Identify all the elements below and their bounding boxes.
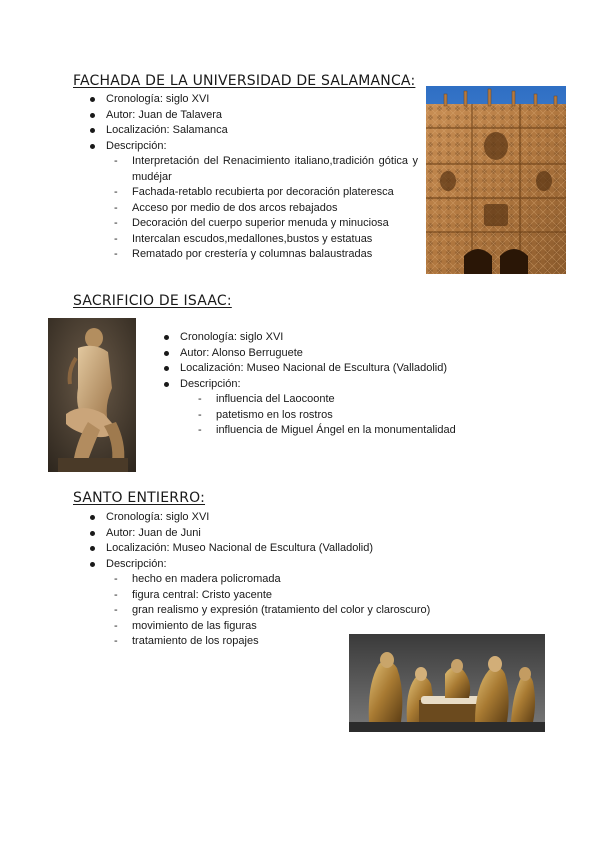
list-item: Descripción: - hecho en madera policromada - figura central: Cristo yacente - gran realismo y expresión (tratamiento del color y claroscuro) - movimiento de las figuras - tratamiento de los ropajes: [88, 557, 488, 650]
list-item: Descripción: - influencia del Laocoonte - patetismo en los rostros - influencia de Miguel Ángel en la monumentalidad: [162, 377, 492, 439]
bullet-icon: [90, 515, 95, 520]
list-item: Descripción: - Interpretación del Renacimiento italiano,tradición gótica y mudéjar - Fachada-retablo recubierta por decoración plateresca - Acceso por medio de dos arcos rebajados - Decoración del cuerpo superior menuda y minuciosa - Intercalan escudos,medallones,bustos y estatuas - Rematado por crestería y columnas balaustradas: [88, 139, 418, 263]
bullet-icon: [164, 335, 169, 340]
fachada-description-list: [114, 154, 418, 263]
bullet-icon: [90, 113, 95, 118]
list-item: - figura central: Cristo yacente: [114, 588, 273, 601]
entierro-info-list: [88, 510, 488, 650]
bullet-icon: [90, 562, 95, 567]
sacrificio-description-list: [198, 392, 492, 439]
list-item: - Fachada-retablo recubierta por decoración plateresca: [114, 186, 394, 198]
list-item: - gran realismo y expresión (tratamiento del color y claroscuro): [114, 604, 431, 616]
list-item: - influencia del Laocoonte: [198, 393, 335, 405]
list-item: - Acceso por medio de dos arcos rebajados: [114, 201, 338, 214]
list-item: - influencia de Miguel Ángel en la monumentalidad: [198, 424, 456, 436]
list-item: Cronología: siglo XVI: [162, 330, 492, 346]
list-item: - hecho en madera policromada: [114, 573, 281, 585]
section-title-fachada: FACHADA DE LA UNIVERSIDAD DE SALAMANCA:: [73, 73, 416, 89]
list-item: - patetismo en los rostros: [198, 408, 333, 421]
bullet-icon: [90, 128, 95, 133]
fachada-photo: [426, 86, 566, 274]
list-item: - Intercalan escudos,medallones,bustos y estatuas: [114, 232, 373, 245]
list-item: Autor: Alonso Berruguete: [162, 346, 492, 362]
bullet-icon: [164, 366, 169, 371]
list-item: Autor: Juan de Juni: [88, 526, 488, 542]
list-item: Localización: Salamanca: [88, 123, 418, 139]
list-item: Localización: Museo Nacional de Escultura (Valladolid): [88, 541, 488, 557]
list-item: - Rematado por crestería y columnas balaustradas: [114, 248, 373, 260]
fachada-info-list: [88, 92, 418, 263]
bullet-icon: [90, 546, 95, 551]
bullet-icon: [164, 382, 169, 387]
bullet-icon: [90, 144, 95, 149]
list-item: - Interpretación del Renacimiento italiano,tradición gótica y mudéjar: [114, 155, 418, 183]
list-item: Localización: Museo Nacional de Escultura (Valladolid): [162, 361, 492, 377]
sacrificio-info-list: [162, 330, 492, 439]
list-item: Cronología: siglo XVI: [88, 92, 418, 108]
list-item: - tratamiento de los ropajes: [114, 635, 259, 647]
bullet-icon: [90, 531, 95, 536]
list-item: - movimiento de las figuras: [114, 619, 257, 632]
section-title-sacrificio: SACRIFICIO DE ISAAC:: [73, 293, 232, 309]
list-item: Cronología: siglo XVI: [88, 510, 488, 526]
sacrificio-photo: [48, 318, 136, 472]
list-item: - Decoración del cuerpo superior menuda y minuciosa: [114, 217, 389, 229]
bullet-icon: [164, 351, 169, 356]
bullet-icon: [90, 97, 95, 102]
entierro-photo: [349, 634, 545, 732]
list-item: Autor: Juan de Talavera: [88, 108, 418, 124]
section-title-santo-entierro: SANTO ENTIERRO:: [73, 490, 206, 506]
